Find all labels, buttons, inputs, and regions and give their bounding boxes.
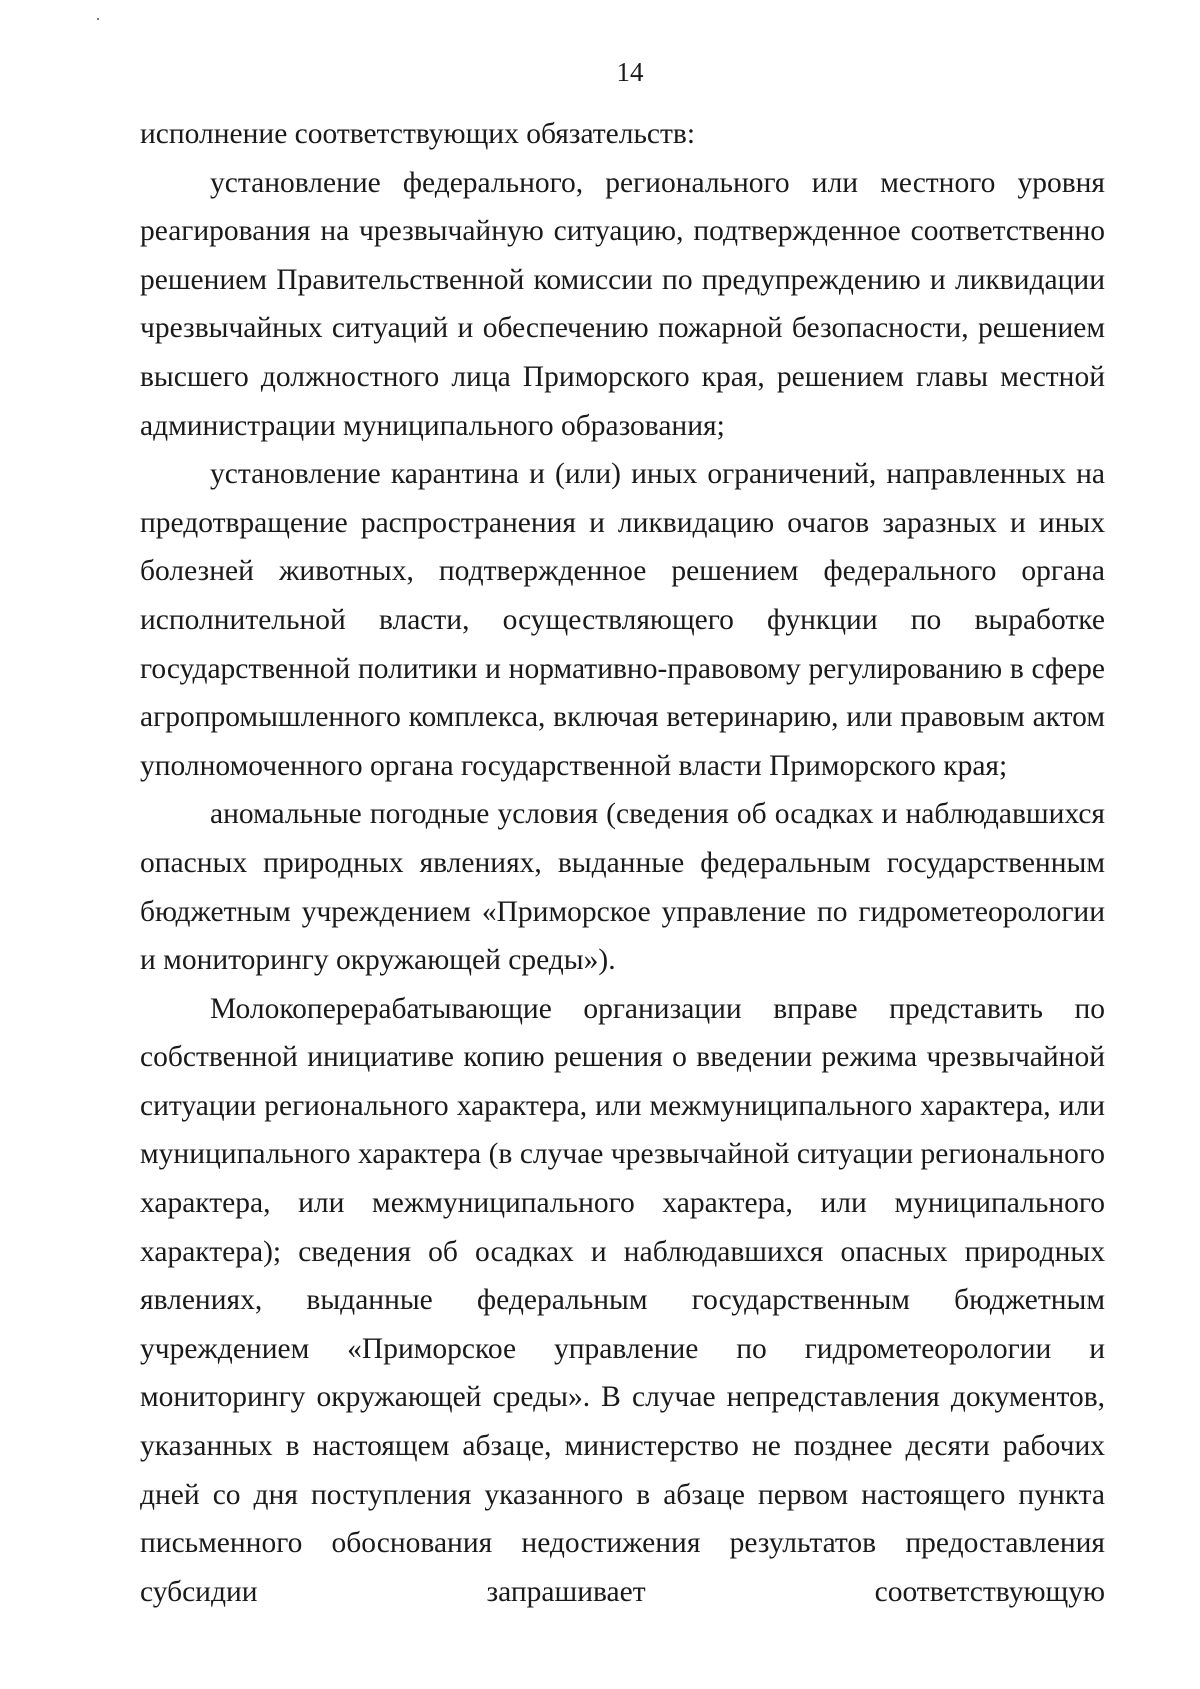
paragraph-continuation: исполнение соответствующих обязательств: <box>140 118 696 150</box>
document-body <box>140 110 1105 1616</box>
paragraph-quarantine: установление карантина и (или) иных ограничений, направленных на предотвращение распространения и ликвидацию очагов заразных и иных болезней животных, подтвержденное решением федерального органа исполнительной власти, осуществляющего функции по выработке государственной политики и нормативно-правовому регулированию в сфере агропромышленного комплекса, включая ветеринарию, или правовым актом уполномоченного органа государственной власти Приморского края; <box>140 458 1105 782</box>
scan-speck <box>97 18 99 20</box>
paragraph-abnormal-weather: аномальные погодные условия (сведения об осадках и наблюдавшихся опасных природных явлениях, выданные федеральным государственным бюджетным учреждением «Приморское управление по гидрометеорологии и мониторингу окружающей среды»). <box>140 798 1105 977</box>
paragraph-dairy-organizations: Молокоперерабатывающие организации вправе представить по собственной инициативе копию решения о введении режима чрезвычайной ситуации регионального характера, или межмуниципального характера, или муниципального характера (в случае чрезвычайной ситуации регионального характера, или межмуниципального характера, или муниципального характера); сведения об осадках и наблюдавшихся опасных природных явлениях, выданные федеральным государственным бюджетным учреждением «Приморское управление по гидрометеорологии и мониторингу окружающей среды». В случае непредставления документов, указанных в настоящем абзаце, министерство не позднее десяти рабочих дней со дня поступления указанного в абзаце первом настоящего пункта письменного обоснования недостижения результатов предоставления субсидии запрашивает соответствующую <box>140 992 1105 1608</box>
page-number: 14 <box>616 57 644 87</box>
paragraph-emergency-response-level: установление федерального, регионального или местного уровня реагирования на чрезвычайную ситуацию, подтвержденное соответственно решением Правительственной комиссии по предупреждению и ликвидации чрезвычайных ситуаций и обеспечению пожарной безопасности, решением высшего должностного лица Приморского края, решением главы местной администрации муниципального образования; <box>140 166 1105 442</box>
